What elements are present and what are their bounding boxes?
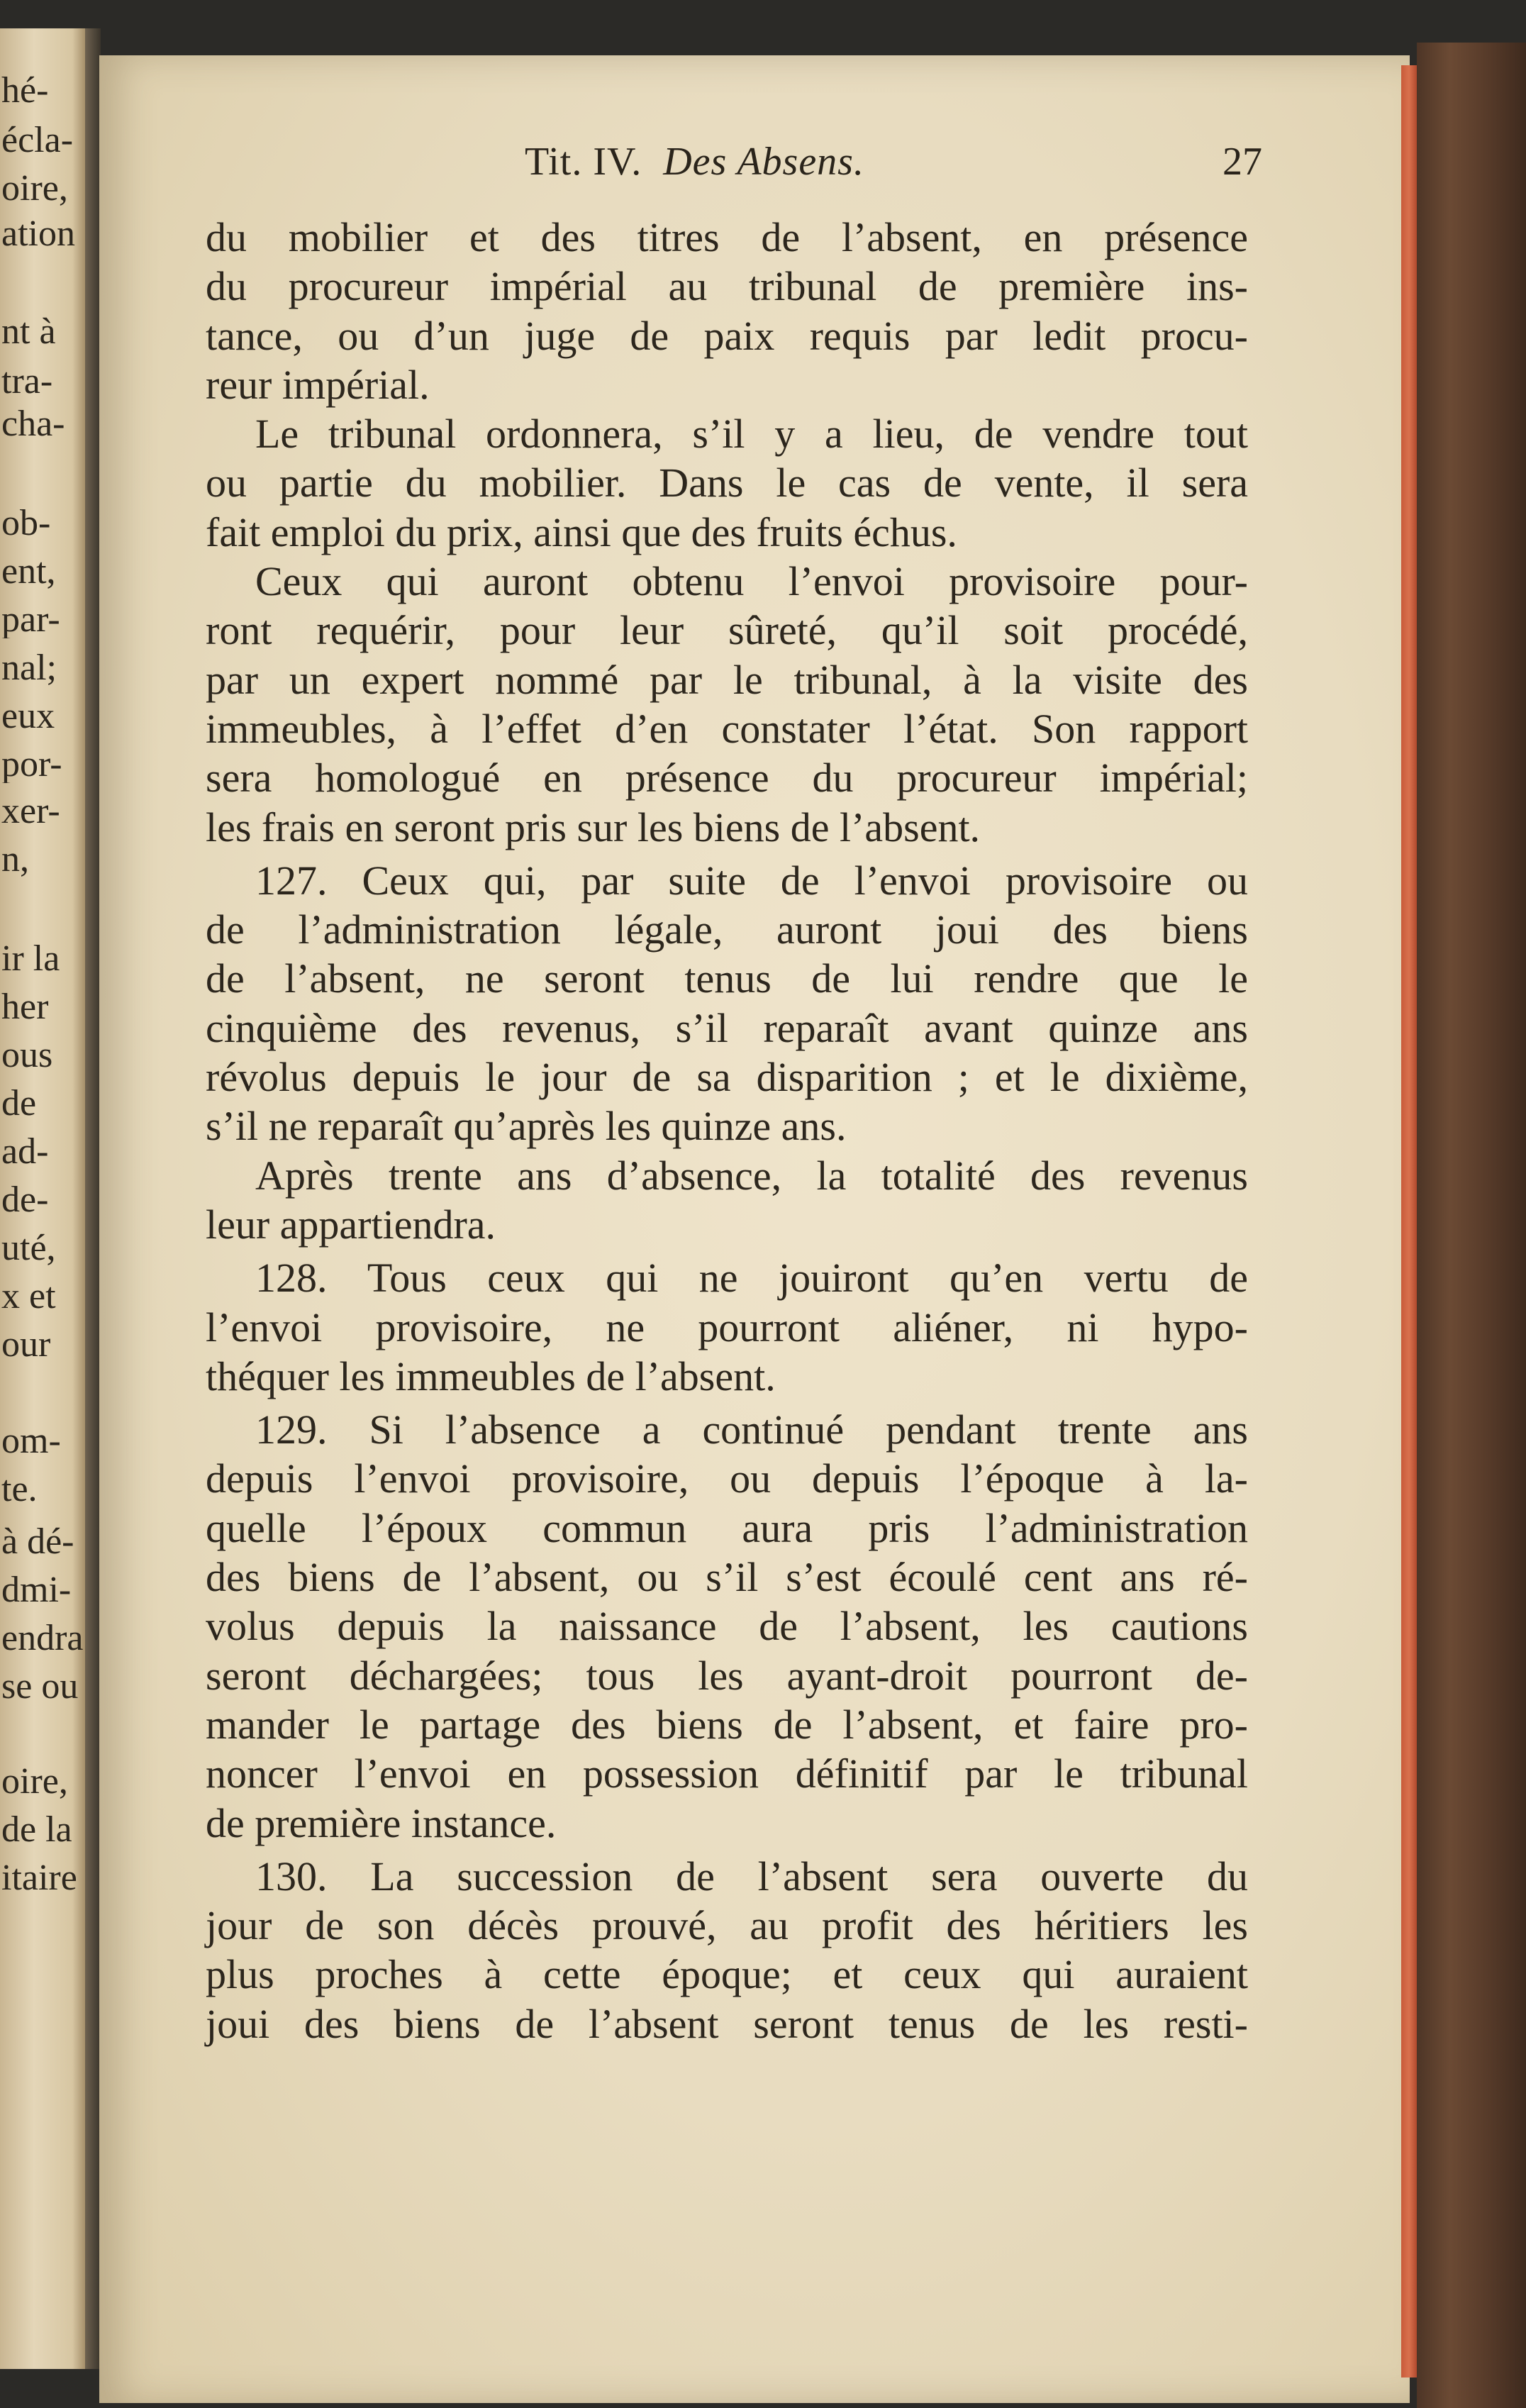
text-line: 128. Tous ceux qui ne jouiront qu’en vertu de <box>255 1255 1248 1302</box>
left-page-fragment: ir la <box>1 941 60 977</box>
text-line: l’envoi provisoire, ne pourront aliéner, ni hypo- <box>206 1304 1248 1350</box>
text-line: des biens de l’absent, ou s’il s’est écoulé cent ans ré- <box>206 1554 1248 1601</box>
text-line: de l’administration légale, auront joui des biens <box>206 906 1248 953</box>
text-line: Le tribunal ordonnera, s’il y a lieu, de vendre tout <box>255 411 1248 457</box>
text-line: quelle l’époux commun aura pris l’administration <box>206 1504 1248 1551</box>
left-page-fragment: eux <box>1 698 55 735</box>
text-line: volus depuis la naissance de l’absent, les cautions <box>206 1603 1248 1650</box>
red-page-edge <box>1401 65 1417 2378</box>
text-line: du procureur impérial au tribunal de première ins- <box>206 263 1248 310</box>
text-line: jour de son décès prouvé, au profit des héritiers les <box>206 1902 1248 1949</box>
text-line: du mobilier et des titres de l’absent, en présence <box>206 214 1248 260</box>
left-page-fragment: écla- <box>1 122 74 159</box>
page-number: 27 <box>1223 140 1262 184</box>
text-line: seront déchargées; tous les ayant-droit pourront de- <box>206 1652 1248 1699</box>
title-italic: Des Absens. <box>663 140 864 184</box>
left-page-fragment: oire, <box>1 1763 68 1800</box>
text-line: leur appartiendra. <box>206 1201 496 1248</box>
text-line: s’il ne reparaît qu’après les quinze ans. <box>206 1103 847 1150</box>
text-line: ou partie du mobilier. Dans le cas de vente, il sera <box>206 460 1248 506</box>
left-page-fragment: x et <box>1 1278 56 1315</box>
left-page-fragment: par- <box>1 601 60 638</box>
left-page-fragment: por- <box>1 746 62 783</box>
title-prefix: Tit. IV. <box>525 140 642 184</box>
text-line: reur impérial. <box>206 361 430 408</box>
left-page-fragment: cha- <box>1 406 65 443</box>
left-page-fragment: ob- <box>1 505 51 542</box>
text-line: immeubles, à l’effet d’en constater l’état. Son rapport <box>206 705 1248 752</box>
book-gutter <box>85 28 101 2369</box>
text-line: Ceux qui auront obtenu l’envoi provisoire pour- <box>255 558 1248 605</box>
left-page-fragment: n, <box>1 841 29 878</box>
left-page-fragment: ad- <box>1 1133 49 1170</box>
left-page-fragment: de la <box>1 1811 72 1848</box>
left-page-fragment: tra- <box>1 363 53 400</box>
text-line: cinquième des revenus, s’il reparaît avant quinze ans <box>206 1004 1248 1051</box>
text-line: fait emploi du prix, ainsi que des fruits échus. <box>206 509 957 555</box>
left-page-fragment: se ou <box>1 1668 79 1705</box>
left-page-fragment: ous <box>1 1037 53 1074</box>
left-page-fragment: itaire <box>1 1860 77 1897</box>
body-text <box>206 213 1248 2048</box>
running-head <box>525 139 1262 196</box>
text-line: les frais en seront pris sur les biens de l’absent. <box>206 804 981 850</box>
text-line: Après trente ans d’absence, la totalité des revenus <box>255 1152 1248 1199</box>
left-facing-page <box>0 28 85 2369</box>
left-page-fragment: uté, <box>1 1230 56 1267</box>
text-line: de l’absent, ne seront tenus de lui rendre que le <box>206 955 1248 1002</box>
text-line: par un expert nommé par le tribunal, à la visite des <box>206 656 1248 703</box>
text-line: de première instance. <box>206 1799 557 1846</box>
text-line: depuis l’envoi provisoire, ou depuis l’époque à la- <box>206 1455 1248 1502</box>
text-line: 129. Si l’absence a continué pendant trente ans <box>255 1406 1248 1453</box>
text-line: théquer les immeubles de l’absent. <box>206 1353 776 1399</box>
left-page-fragment: à dé- <box>1 1524 74 1560</box>
left-page-fragment: oire, <box>1 170 68 207</box>
text-line: révolus depuis le jour de sa disparition ; et le dixième, <box>206 1054 1248 1101</box>
left-page-fragment: nt à <box>1 314 56 350</box>
left-page-fragment: de <box>1 1085 37 1122</box>
running-head-title <box>525 139 864 184</box>
text-line: joui des biens de l’absent seront tenus de les resti- <box>206 2000 1248 2047</box>
text-line: ront requérir, pour leur sûreté, qu’il soit procédé, <box>206 607 1248 654</box>
left-page-fragment: nal; <box>1 650 57 687</box>
text-line: noncer l’envoi en possession définitif par le tribunal <box>206 1750 1248 1797</box>
text-line: tance, ou d’un juge de paix requis par ledit procu- <box>206 312 1248 359</box>
left-page-fragment: ent, <box>1 553 56 590</box>
left-page-fragment: om- <box>1 1423 61 1460</box>
left-page-fragment: endra <box>1 1620 83 1657</box>
left-page-fragment: de- <box>1 1182 49 1219</box>
text-line: plus proches à cette époque; et ceux qui auraient <box>206 1951 1248 1998</box>
left-page-fragment: xer- <box>1 793 60 830</box>
left-page-fragment: te. <box>1 1471 38 1508</box>
text-line: 127. Ceux qui, par suite de l’envoi provisoire ou <box>255 857 1248 904</box>
left-page-fragment: her <box>1 989 49 1026</box>
left-page-fragment: our <box>1 1326 51 1363</box>
text-line: sera homologué en présence du procureur impérial; <box>206 755 1248 801</box>
text-line: mander le partage des biens de l’absent, et faire pro- <box>206 1701 1248 1748</box>
left-page-fragment: hé- <box>1 72 49 109</box>
left-page-fragment: ation <box>1 216 75 253</box>
left-page-fragment: dmi- <box>1 1572 72 1609</box>
leather-cover <box>1417 43 1526 2408</box>
text-line: 130. La succession de l’absent sera ouverte du <box>255 1853 1248 1899</box>
